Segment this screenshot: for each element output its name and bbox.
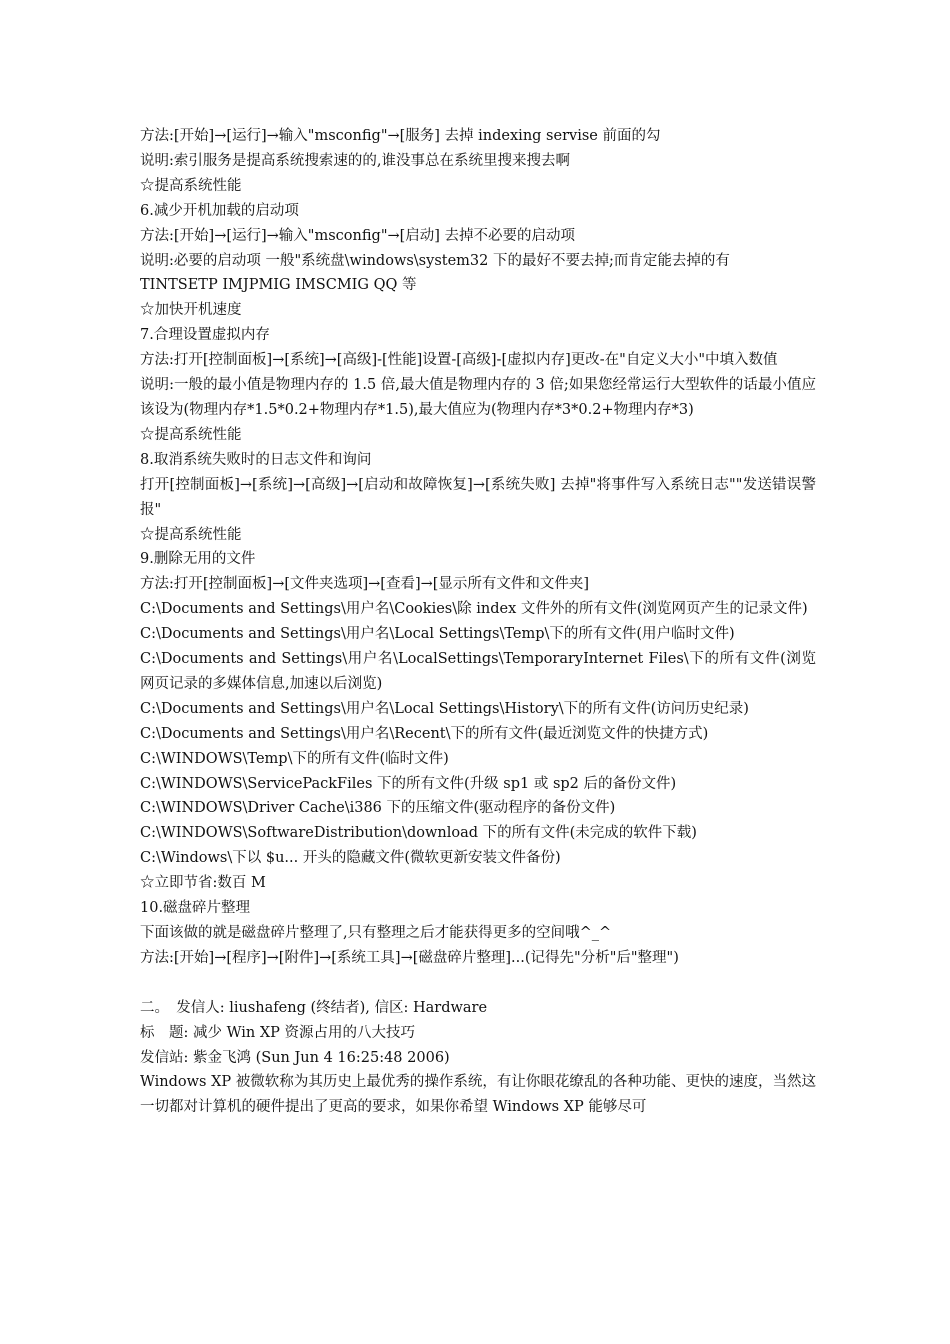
post-header-line: 二。 发信人: liushafeng (终结者), 信区: Hardware (140, 999, 488, 1016)
post-title-line: 标 题: 减少 Win XP 资源占用的八大技巧 (140, 1024, 416, 1041)
path-line: C:\Windows\下以 $u... 开头的隐藏文件(微软更新安装文件备份) (140, 850, 561, 867)
section-gap (140, 971, 816, 996)
text-line: 方法:[开始]→[程序]→[附件]→[系统工具]→[磁盘碎片整理]...(记得先"分析"后"整理") (140, 949, 679, 966)
heading-line: 7.合理设置虚拟内存 (140, 327, 270, 344)
section-two (140, 996, 816, 1121)
text-line: 下面该做的就是磁盘碎片整理了,只有整理之后才能获得更多的空间哦^_^ (140, 925, 612, 941)
text-line: 方法:[开始]→[运行]→输入"msconfig"→[服务] 去掉 indexing servise 前面的勾 (140, 128, 661, 144)
tip-line: ☆提高系统性能 (140, 526, 242, 543)
heading-line: 9.删除无用的文件 (140, 551, 256, 568)
post-site-line: 发信站: 紫金飞鸿 (Sun Jun 4 16:25:48 2006) (140, 1049, 450, 1066)
heading-line: 10.磁盘碎片整理 (140, 900, 251, 917)
text-line: 方法:打开[控制面板]→[系统]→[高级]-[性能]设置-[高级]-[虚拟内存]更改-在"自定义大小"中填入数值 (140, 352, 778, 369)
tip-line: ☆提高系统性能 (140, 426, 242, 443)
text-line: 打开[控制面板]→[系统]→[高级]→[启动和故障恢复]→[系统失败] 去掉"将事件写入系统日志""发送错误警报" (140, 476, 816, 518)
path-line: C:\WINDOWS\Driver Cache\i386 下的压缩文件(驱动程序的备份文件) (140, 800, 616, 817)
text-line: 说明:索引服务是提高系统搜索速的的,谁没事总在系统里搜来搜去啊 (140, 152, 570, 169)
tip-line: ☆提高系统性能 (140, 177, 242, 194)
path-line: C:\Documents and Settings\用户名\LocalSettings\TemporaryInternet Files\下的所有文件(浏览网页记录的多媒体信息,加速以后浏览) (140, 651, 816, 692)
section-one (140, 124, 816, 971)
text-line: Windows XP 被微软称为其历史上最优秀的操作系统，有让你眼花缭乱的各种功能、更快的速度，当然这一切都对计算机的硬件提出了更高的要求，如果你希望 Windows XP 能够尽可 (140, 1074, 816, 1116)
path-line: C:\WINDOWS\SoftwareDistribution\download 下的所有文件(未完成的软件下载) (140, 825, 697, 842)
path-line: C:\WINDOWS\Temp\下的所有文件(临时文件) (140, 750, 449, 767)
path-line: C:\Documents and Settings\用户名\Cookies\除 index 文件外的所有文件(浏览网页产生的记录文件) (140, 601, 808, 618)
tip-line: ☆立即节省:数百 M (140, 875, 266, 892)
text-line: TINTSETP IMJPMIG IMSCMIG QQ 等 (140, 277, 417, 294)
path-line: C:\Documents and Settings\用户名\Recent\下的所有文件(最近浏览文件的快捷方式) (140, 725, 709, 742)
document-page (140, 124, 816, 1120)
heading-line: 8.取消系统失败时的日志文件和询问 (140, 451, 372, 468)
heading-line: 6.减少开机加载的启动项 (140, 202, 299, 219)
path-line: C:\Documents and Settings\用户名\Local Settings\History\下的所有文件(访问历史纪录) (140, 700, 749, 717)
text-line: 方法:打开[控制面板]→[文件夹选项]→[查看]→[显示所有文件和文件夹] (140, 576, 590, 593)
text-line: 方法:[开始]→[运行]→输入"msconfig"→[启动] 去掉不必要的启动项 (140, 227, 576, 244)
path-line: C:\Documents and Settings\用户名\Local Settings\Temp\下的所有文件(用户临时文件) (140, 626, 735, 643)
text-line: 说明:必要的启动项 一般"系统盘\windows\system32 下的最好不要去掉;而肯定能去掉的有 (140, 252, 730, 269)
text-line: 说明:一般的最小值是物理内存的 1.5 倍,最大值是物理内存的 3 倍;如果您经常运行大型软件的话最小值应该设为(物理内存*1.5*0.2+物理内存*1.5),最大值应为(物理内存*3*0.2+物理内存*3) (140, 377, 816, 418)
path-line: C:\WINDOWS\ServicePackFiles 下的所有文件(升级 sp1 或 sp2 后的备份文件) (140, 775, 677, 792)
tip-line: ☆加快开机速度 (140, 302, 242, 319)
